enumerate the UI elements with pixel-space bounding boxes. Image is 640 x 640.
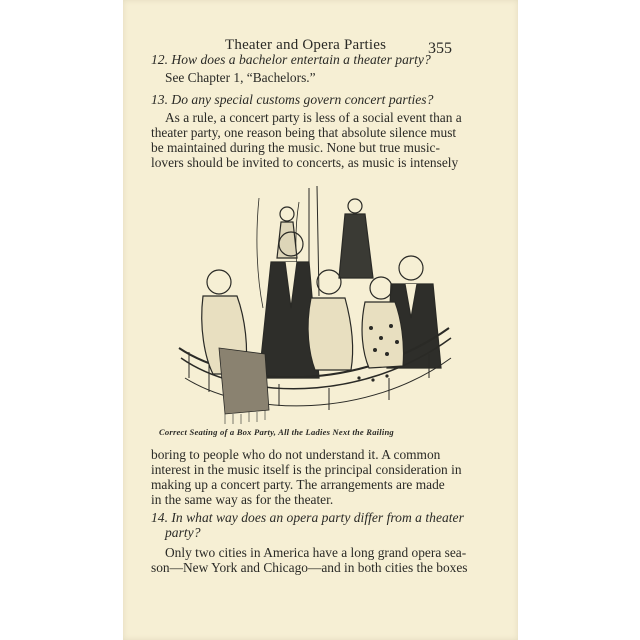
question-14-continued: party? (165, 525, 201, 540)
paragraph-line: making up a concert party. The arrangements are made (151, 477, 445, 492)
illustration-caption: Correct Seating of a Box Party, All the Ladies Next the Railing (159, 427, 394, 437)
paragraph-line: be maintained during the music. None but true music- (151, 140, 440, 155)
paragraph-line: son—New York and Chicago—and in both cities the boxes (151, 560, 468, 575)
answer-12: See Chapter 1, “Bachelors.” (165, 70, 316, 85)
box-party-illustration (159, 178, 459, 424)
page-number: 355 (428, 40, 452, 57)
paragraph-line: boring to people who do not understand it. A common (151, 447, 441, 462)
paragraph-line: theater party, one reason being that absolute silence must (151, 125, 457, 140)
paragraph-line: lovers should be invited to concerts, as music is intensely (151, 155, 459, 170)
book-page (123, 0, 518, 640)
paragraph-line: As a rule, a concert party is less of a social event than a (165, 110, 462, 125)
paragraph-line: in the same way as for the theater. (151, 492, 334, 507)
question-14: 14. In what way does an opera party differ from a theater (151, 510, 464, 525)
running-header-title: Theater and Opera Parties (225, 37, 387, 53)
paragraph-line: interest in the music itself is the principal consideration in (151, 462, 462, 477)
question-13: 13. Do any special customs govern concert parties? (151, 92, 434, 107)
question-12: 12. How does a bachelor entertain a theater party? (151, 52, 431, 67)
paragraph-line: Only two cities in America have a long grand opera sea- (165, 545, 467, 560)
